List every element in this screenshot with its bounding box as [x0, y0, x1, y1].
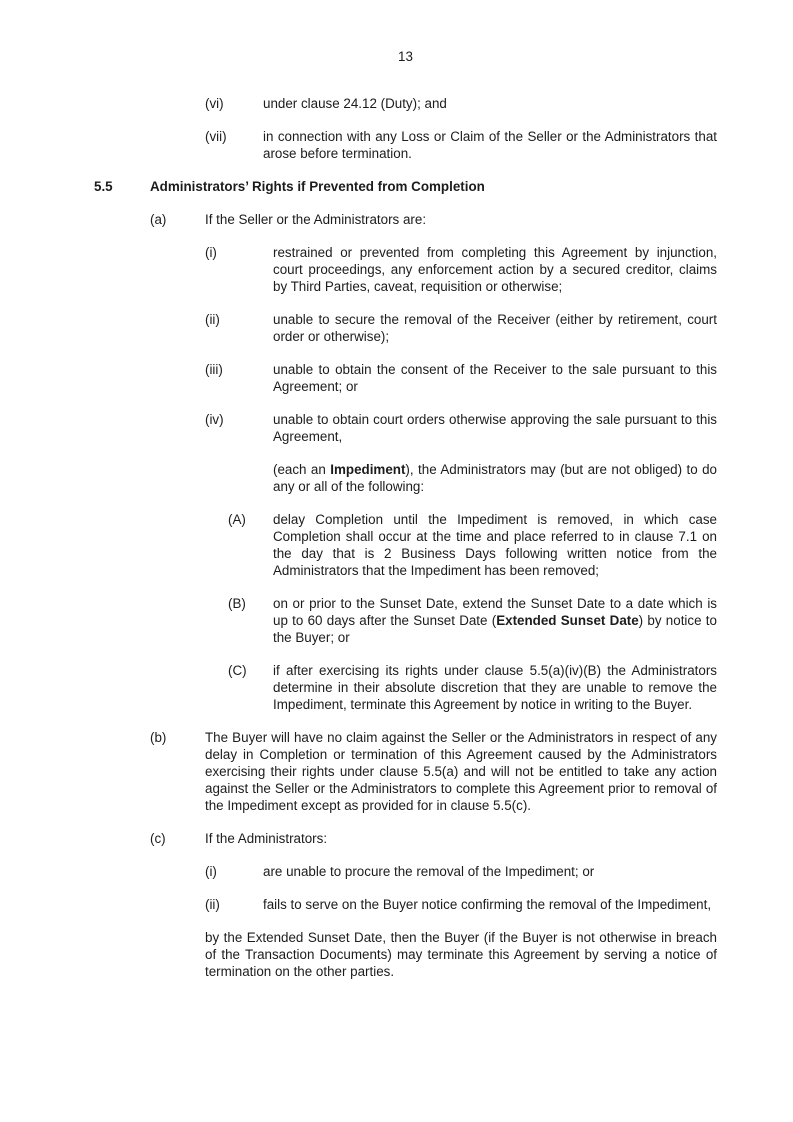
clause-a-item-ii-text: unable to secure the removal of the Receiver (either by retirement, court order or otherwise);	[273, 312, 717, 344]
impediment-note-text	[273, 461, 717, 495]
list-item-vii-label: (vii)	[205, 129, 227, 144]
option-A-label: (A)	[228, 512, 246, 527]
impediment-note	[94, 461, 717, 495]
list-item-vi-text: under clause 24.12 (Duty); and	[263, 96, 447, 111]
extended-sunset-date-defined-term: Extended Sunset Date	[496, 613, 639, 628]
clause-a-item-i-label: (i)	[205, 245, 217, 260]
list-item-vi	[94, 95, 717, 112]
option-B-post: ) by notice to the Buyer; or	[273, 613, 717, 645]
option-B-label: (B)	[228, 596, 246, 611]
section-number: 5.5	[94, 179, 113, 194]
clause-a-item-iv-text: unable to obtain court orders otherwise approving the sale pursuant to this Agreement,	[273, 412, 717, 444]
clause-c-item-i-text: are unable to procure the removal of the Impediment; or	[263, 864, 595, 879]
clause-b	[94, 729, 717, 814]
clause-a-intro: If the Seller or the Administrators are:	[205, 212, 427, 227]
clause-a-item-iv-label: (iv)	[205, 412, 224, 427]
clause-c-closing-text: by the Extended Sunset Date, then the Buyer (if the Buyer is not otherwise in breach of the Transaction Documents) may terminate this Agreement by serving a notice of termination on the other parties.	[205, 930, 717, 979]
list-item-vi-label: (vi)	[205, 96, 224, 111]
impediment-note-pre: (each an	[273, 462, 331, 477]
clause-a	[94, 211, 717, 228]
clause-a-item-i-text: restrained or prevented from completing this Agreement by injunction, court proceedings, any enforcement action by a secured creditor, claims by Third Parties, caveat, requisition or otherwise;	[273, 245, 717, 294]
clause-a-label: (a)	[150, 212, 167, 227]
clause-c-item-ii-text: fails to serve on the Buyer notice confirming the removal of the Impediment,	[263, 897, 712, 912]
clause-c-closing	[94, 929, 717, 980]
clause-c	[94, 830, 717, 847]
page-number: 13	[398, 49, 413, 64]
clause-c-item-ii	[94, 896, 717, 913]
clause-a-item-iv	[94, 411, 717, 445]
list-item-vii	[94, 128, 717, 162]
clause-c-item-i-label: (i)	[205, 864, 217, 879]
clause-c-item-i	[94, 863, 717, 880]
clause-c-intro: If the Administrators:	[205, 831, 328, 846]
section-title: Administrators’ Rights if Prevented from Completion	[150, 179, 485, 194]
clause-c-label: (c)	[150, 831, 166, 846]
impediment-defined-term: Impediment	[330, 462, 406, 477]
option-B-pre: on or prior to the Sunset Date, extend the Sunset Date to a date which is up to 60 days after the Sunset Date (	[273, 596, 717, 628]
option-A	[94, 511, 717, 579]
clause-b-text: The Buyer will have no claim against the Seller or the Administrators in respect of any delay in Completion or termination of this Agreement caused by the Administrators exercising their rights under clause 5.5(a) and will not be entitled to take any action against the Seller or the Administrators to complete this Agreement prior to removal of the Impediment except as provided for in clause 5.5(c).	[205, 730, 717, 813]
section-heading	[94, 178, 717, 195]
clause-a-item-ii-label: (ii)	[205, 312, 220, 327]
option-C-label: (C)	[228, 663, 247, 678]
clause-a-item-i	[94, 244, 717, 295]
option-C	[94, 662, 717, 713]
clause-a-item-ii	[94, 311, 717, 345]
option-B	[94, 595, 717, 646]
clause-b-label: (b)	[150, 730, 167, 745]
clause-a-item-iii	[94, 361, 717, 395]
option-C-text: if after exercising its rights under clause 5.5(a)(iv)(B) the Administrators determine in their absolute discretion that they are unable to remove the Impediment, terminate this Agreement by notice in writing to the Buyer.	[273, 663, 717, 712]
option-B-text	[273, 595, 717, 646]
list-item-vii-text: in connection with any Loss or Claim of the Seller or the Administrators that arose before termination.	[263, 129, 717, 161]
option-A-text: delay Completion until the Impediment is removed, in which case Completion shall occur at the time and place referred to in clause 7.1 on the day that is 2 Business Days following written notice from the Administrators that the Impediment has been removed;	[273, 512, 717, 578]
clause-c-item-ii-label: (ii)	[205, 897, 220, 912]
impediment-note-post: ), the Administrators may (but are not obliged) to do any or all of the following:	[273, 462, 717, 494]
clause-a-item-iii-text: unable to obtain the consent of the Receiver to the sale pursuant to this Agreement; or	[273, 362, 717, 394]
clause-a-item-iii-label: (iii)	[205, 362, 223, 377]
